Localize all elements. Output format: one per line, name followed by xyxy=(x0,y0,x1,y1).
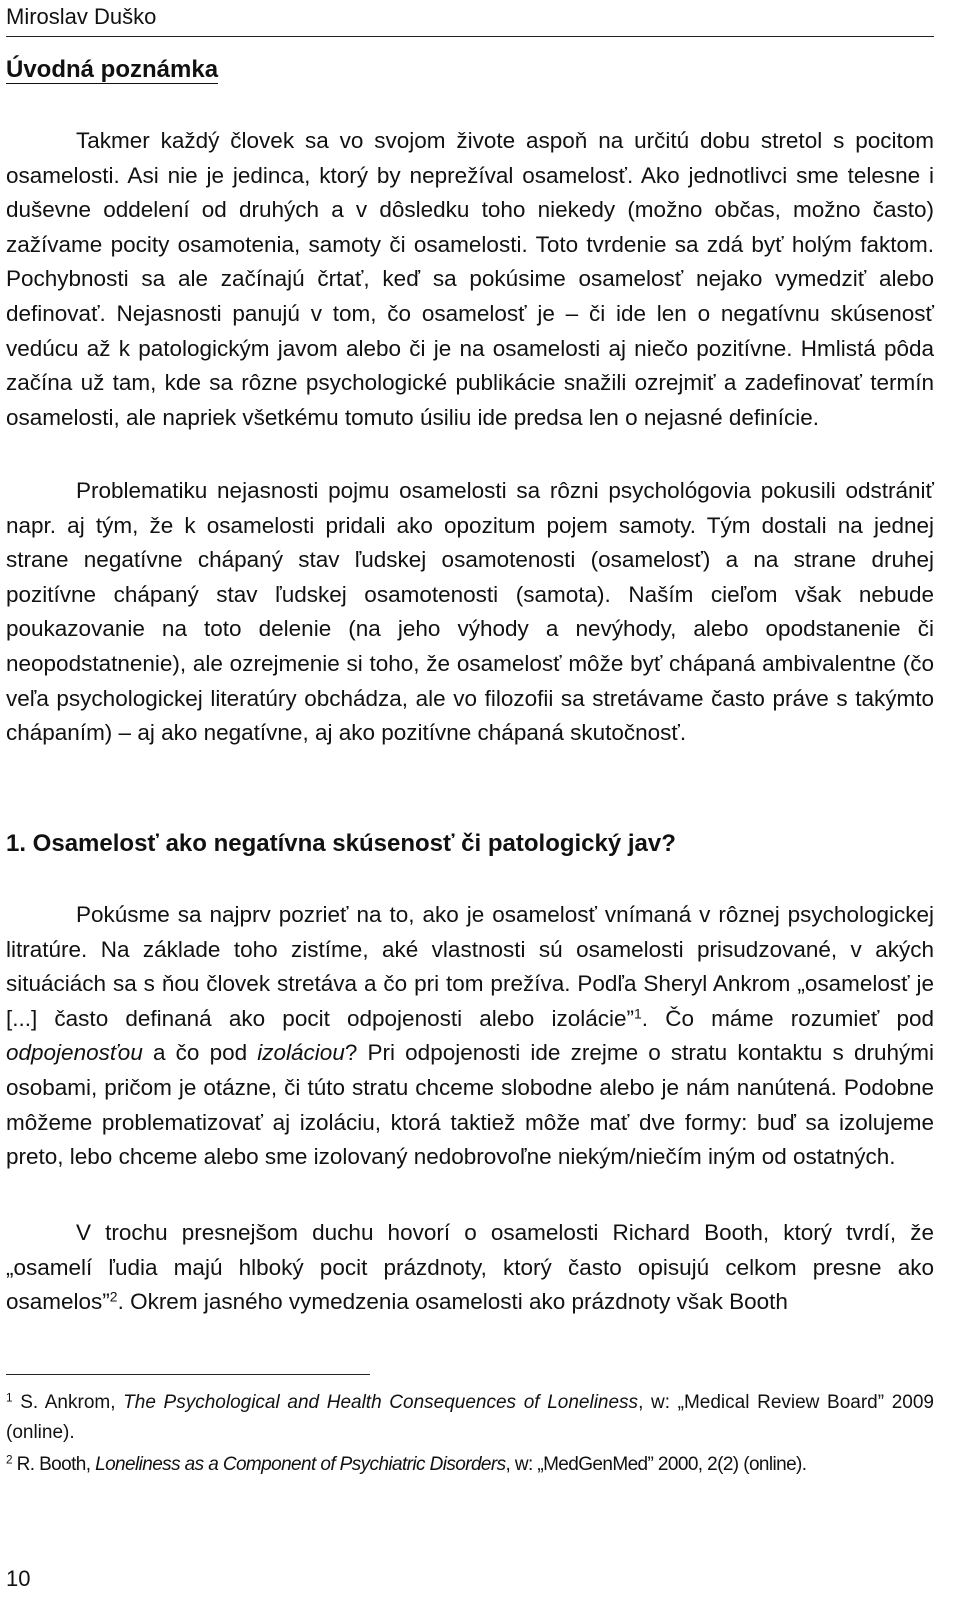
paragraph-3-text-a: Pokúsme sa najprv pozrieť na to, ako je osamelosť vnímaná v rôznej psychologickej litratúre. Na základe toho zistíme, aké vlastnosti sú osamelosti prisudzované, v akých situáciách sa s ňou človek stretáva a čo pri tom prežíva. Podľa Sheryl Ankrom „osamelosť je [...] často definaná ako pocit odpojenosti alebo izolácie” xyxy=(6,902,934,1031)
emphasis-odpojenost: odpojenosťou xyxy=(6,1040,143,1066)
footnote-2-title: Loneliness as a Component of Psychiatric Disorders xyxy=(95,1454,506,1475)
paragraph-3-text-d: ? Pri odpojenosti ide zrejme o stratu kontaktu s druhými osobami, pričom je otázne, či túto stratu chceme slobodne alebo je nám nanútená. Podobne môžeme problematizovať aj izoláciu, ktorá taktiež môže mať dve formy: buď sa izolujeme preto, lebo chceme alebo sme izolovaný nedobrovoľne niekým/niečím iným od ostatných. xyxy=(6,1040,934,1170)
footnote-2-number: 2 xyxy=(6,1453,12,1467)
footnote-1 xyxy=(6,1388,934,1448)
footnote-1-text-b: , w: „Medical Review Board” 2009 (online). xyxy=(6,1392,934,1443)
document-page xyxy=(6,0,934,1612)
footnote-1-number: 1 xyxy=(6,1391,13,1405)
paragraph-4 xyxy=(6,1216,934,1320)
footnote-2-text-b: , w: „MedGenMed” 2000, 2(2) (online). xyxy=(505,1454,807,1475)
paragraph-2: Problematiku nejasnosti pojmu osamelosti sa rôzni psychológovia pokusili odstrániť napr. aj tým, že k osamelosti pridali ako opozitum pojem samoty. Tým dostali na jednej strane negatívne chápaný stav ľudskej osamotenosti (osamelosť) a na strane druhej pozitívne chápaný stav ľudskej osamotenosti (samota). Naším cieľom však nebude poukazovanie na toto delenie (na jeho výhody a nevýhody, alebo opodstanenie či neopodstatnenie), ale ozrejmenie si toho, že osamelosť môže byť chápaná ambivalentne (čo veľa psychologickej literatúry obchádza, ale vo filozofii sa stretávame často práve s takýmto chápaním) – aj ako negatívne, aj ako pozitívne chápaná skutočnosť. xyxy=(6,478,934,746)
running-head-author: Miroslav Duško xyxy=(6,4,157,29)
paragraph-3-text-b: . Čo máme rozumieť pod xyxy=(641,1005,934,1031)
footnote-rule xyxy=(6,1374,370,1375)
paragraph-1: Takmer každý človek sa vo svojom živote aspoň na určitú dobu stretol s pocitom osamelosti. Asi nie je jedinca, ktorý by neprežíval osamelosť. Ako jednotlivci sme telesne i duševne oddelení od druhých a v dôsledku toho niekedy (možno občas, možno často) zažívame pocity osamotenia, samoty či osamelosti. Toto tvrdenie sa zdá byť holým faktom. Pochybnosti sa ale začínajú črtať, keď sa pokúsime osamelosť nejako vymedziť alebo definovať. Nejasnosti panujú v tom, čo osamelosť je – či ide len o negatívnu skúsenosť vedúcu až k patologickým javom alebo či je na osamelosti aj niečo pozitívne. Hmlistá pôda začína už tam, kde sa rôzne psychologické publikácie snažili ozrejmiť a zadefinovať termín osamelosti, ale napriek všetkému tomuto úsiliu ide predsa len o nejasné definície. xyxy=(6,128,934,430)
intro-heading-text: Úvodná poznámka xyxy=(6,56,219,83)
intro-heading xyxy=(6,56,218,84)
paragraph-4-text-b: . Okrem jasného vymedzenia osamelosti ako prázdnoty však Booth xyxy=(117,1289,788,1315)
footnote-2 xyxy=(6,1450,934,1480)
footnote-1-text-a: S. Ankrom, xyxy=(12,1392,124,1413)
paragraph-3-text-c: a čo pod xyxy=(142,1040,258,1066)
footnote-ref-2: 2 xyxy=(109,1288,118,1305)
paragraph-4-text-a: V trochu presnejšom duchu hovorí o osamelosti Richard Booth, ktorý tvrdí, že „osamelí ľudia majú hlboký pocit prázdnoty, ktorý často opisujú celkom presne ako osamelos” xyxy=(6,1220,934,1315)
footnote-1-title: The Psychological and Health Consequences of Loneliness xyxy=(123,1392,639,1413)
header-rule xyxy=(6,36,934,37)
emphasis-izolacia: izoláciou xyxy=(257,1040,345,1066)
footnote-2-text-a: R. Booth, xyxy=(11,1454,96,1475)
page-number: 10 xyxy=(6,1566,31,1591)
section-1-heading: 1. Osamelosť ako negatívna skúsenosť či patologický jav? xyxy=(6,830,676,857)
paragraph-3 xyxy=(6,898,934,1175)
footnote-ref-1: 1 xyxy=(634,1005,642,1022)
